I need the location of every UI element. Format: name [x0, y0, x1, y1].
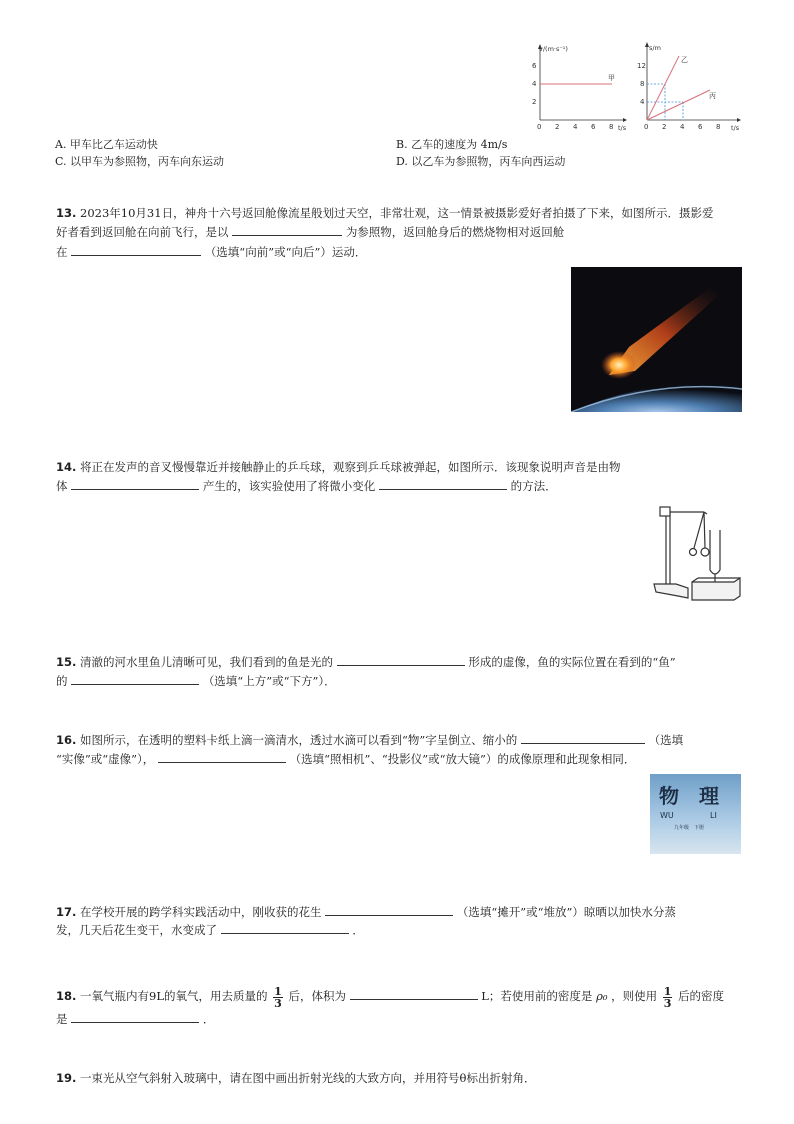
question-17-line-2: [56, 921, 364, 938]
question-text: 形成的虚像，鱼的实际位置在看到的“鱼”: [468, 655, 676, 669]
question-15-line-2: [56, 672, 336, 689]
question-text: 在学校开展的跨学科实践活动中，刚收获的花生: [80, 905, 322, 919]
t-axis-label: t/s: [618, 124, 627, 132]
question-16-line-2: [56, 750, 635, 767]
t-tick: 6: [698, 123, 703, 131]
t-tick: 4: [573, 123, 578, 131]
question-text: “实像”或“虚像”），: [56, 752, 155, 766]
question-13-line-3: [56, 243, 366, 260]
fraction-one-third: [663, 986, 673, 1009]
question-number: 18.: [56, 989, 77, 1003]
question-text: 发，几天后花生变干，水变成了: [56, 923, 217, 937]
t-tick: 2: [555, 123, 560, 131]
t-tick: 0: [537, 123, 542, 131]
answer-blank[interactable]: [71, 243, 201, 256]
answer-blank[interactable]: [350, 987, 478, 1000]
question-text: ，则使用: [611, 989, 658, 1003]
t-tick: 8: [716, 123, 721, 131]
question-text: 好者看到返回舱在向前飞行，是以: [56, 225, 229, 239]
book-pinyin: LI: [710, 811, 717, 820]
answer-blank[interactable]: [71, 672, 199, 685]
fraction-one-third: [273, 986, 283, 1009]
question-text: 为参照物，返回舱身后的燃烧物相对返回舱: [345, 225, 565, 239]
question-text: 如图所示，在透明的塑料卡纸上滴一滴清水，透过水滴可以看到“物”字呈倒立、缩小的: [80, 733, 518, 747]
question-text: （选填“向前”或“向后”）运动．: [204, 245, 367, 259]
question-number: 19.: [56, 1071, 77, 1085]
velocity-time-graph: [527, 40, 627, 135]
question-number: 16.: [56, 733, 77, 747]
question-text: （选填“照相机”、“投影仪”或“放大镜”）的成像原理和此现象相同．: [289, 752, 636, 766]
v-tick: 6: [532, 62, 537, 70]
question-text: L；若使用前的密度是: [481, 989, 593, 1003]
question-18-line-1: [56, 985, 724, 1009]
question-18-line-2: [56, 1010, 214, 1027]
book-title: 物 理: [659, 784, 719, 808]
question-14-line-2: [56, 477, 557, 494]
question-text: 的方法．: [510, 479, 557, 493]
question-text: 将正在发声的音叉慢慢靠近并接触静止的乒乓球，观察到乒乓球被弹起，如图所示．该现象说明声音是由物: [80, 460, 621, 474]
question-number: 17.: [56, 905, 77, 919]
series-bing-label: 丙: [709, 92, 716, 100]
answer-blank[interactable]: [521, 731, 645, 744]
s-axis-label: s/m: [649, 44, 661, 52]
question-19-line-1: [56, 1070, 535, 1086]
question-14-line-1: [56, 459, 621, 475]
answer-blank[interactable]: [379, 477, 507, 490]
t-tick: 4: [680, 123, 685, 131]
question-16-line-1: [56, 731, 683, 748]
question-text: （选填“摊开”或“堆放”）晾晒以加快水分蒸: [456, 905, 676, 919]
reentry-capsule-image: [571, 267, 742, 412]
answer-blank[interactable]: [71, 1010, 199, 1023]
answer-blank[interactable]: [71, 477, 199, 490]
fraction-denominator: 3: [274, 996, 282, 1010]
series-yi-line: [647, 56, 679, 120]
question-text: 在: [56, 245, 68, 259]
answer-blank[interactable]: [325, 903, 453, 916]
series-jia-label: 甲: [608, 74, 615, 82]
s-tick: 12: [637, 62, 646, 70]
distance-time-graph: [637, 40, 742, 135]
question-text: 产生的，该实验使用了将微小变化: [202, 479, 376, 493]
t-axis-label: t/s: [731, 124, 740, 132]
question-17-line-1: [56, 903, 676, 920]
question-13-line-2: [56, 223, 564, 240]
question-text: 2023年10月31日，神舟十六号返回舱像流星般划过天空，非常壮观，这一情景被摄影爱好者拍摄了下来，如图所示．摄影爱: [80, 206, 714, 220]
question-text: 是: [56, 1012, 68, 1026]
answer-blank[interactable]: [158, 750, 286, 763]
t-axis-ticks: [537, 123, 613, 131]
question-text: 后，体积为: [288, 989, 346, 1003]
t-tick: 6: [591, 123, 596, 131]
v-tick: 4: [532, 80, 537, 88]
tuning-fork-apparatus-diagram: [648, 500, 744, 602]
t-tick: 8: [609, 123, 614, 131]
book-pinyin: WU: [660, 811, 674, 820]
series-bing-line: [647, 90, 710, 120]
density-symbol: ρ₀: [596, 989, 608, 1003]
fraction-numerator: 1: [274, 984, 282, 998]
question-text: 清澈的河水里鱼儿清晰可见，我们看到的鱼是光的: [80, 655, 334, 669]
question-text: （选填: [648, 733, 684, 747]
question-text: ．: [202, 1012, 215, 1026]
question-text: （选填“上方”或“下方”）．: [202, 674, 336, 688]
answer-blank[interactable]: [232, 223, 342, 236]
v-tick: 2: [532, 98, 537, 106]
answer-blank[interactable]: [221, 921, 349, 934]
question-text: 一氧气瓶内有9L的氧气，用去质量的: [80, 989, 268, 1003]
question-text: ．: [352, 923, 364, 937]
question-text: 体: [56, 479, 68, 493]
fraction-denominator: 3: [663, 996, 672, 1010]
t-tick: 2: [662, 123, 667, 131]
question-number: 14.: [56, 460, 77, 474]
question-text: 一束光从空气斜射入玻璃中，请在图中画出折射光线的大致方向，并用符号θ标出折射角．: [80, 1071, 536, 1085]
answer-blank[interactable]: [337, 653, 465, 666]
question-text: 后的密度: [678, 989, 725, 1003]
textbook-cover-image: [650, 774, 741, 854]
option-d: D. 以乙车为参照物，丙车向西运动: [396, 155, 566, 168]
s-axis-ticks: [637, 62, 646, 106]
question-number: 13.: [56, 206, 77, 220]
question-13-line-1: [56, 205, 714, 221]
question-text: 的: [56, 674, 68, 688]
option-b: B. 乙车的速度为 4m/s: [396, 138, 508, 151]
t-tick: 0: [644, 123, 649, 131]
series-yi-label: 乙: [681, 56, 688, 64]
s-tick: 8: [640, 80, 645, 88]
book-subtitle: 九年级 下册: [674, 825, 705, 831]
option-c: C. 以甲车为参照物，丙车向东运动: [55, 155, 225, 168]
question-15-line-1: [56, 653, 676, 670]
question-number: 15.: [56, 655, 77, 669]
v-axis-label: v/(m·s⁻¹): [539, 45, 568, 53]
v-axis-ticks: [532, 62, 537, 106]
t-axis-ticks: [644, 123, 720, 131]
fraction-numerator: 1: [663, 984, 672, 998]
s-tick: 4: [640, 98, 645, 106]
option-a: A. 甲车比乙车运动快: [55, 138, 158, 151]
